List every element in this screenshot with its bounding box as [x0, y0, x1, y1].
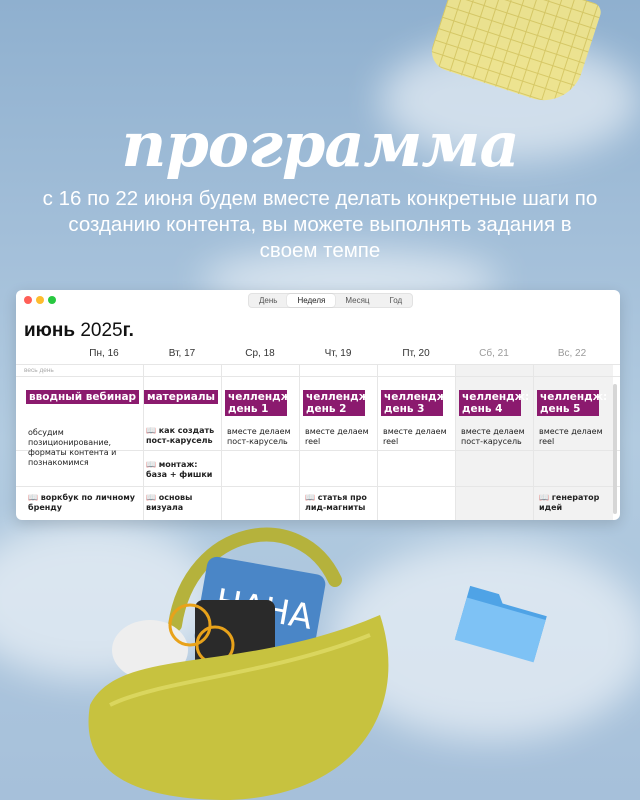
view-month-button[interactable]: Месяц [345, 296, 370, 305]
grid-line [533, 364, 534, 520]
vertical-scrollbar[interactable] [613, 384, 617, 514]
day-header-fri[interactable]: Пт, 20 [402, 348, 430, 359]
grid-line [455, 364, 456, 520]
event-text-sun-bottom[interactable]: 📖 генератор идей [539, 493, 600, 512]
folder-icon [452, 578, 552, 663]
calendar-window [16, 290, 620, 520]
day-header-mon[interactable]: Пн, 16 [89, 348, 119, 359]
event-text-thu-bottom[interactable]: 📖 статья про лид-магниты [305, 493, 367, 512]
grid-line [143, 364, 144, 520]
day-header-thu[interactable]: Чт, 19 [324, 348, 352, 359]
event-text-tue-bottom[interactable]: 📖 основы визуала [146, 493, 193, 512]
month-name: июнь [24, 320, 76, 341]
page-title: программа [121, 108, 519, 181]
day-header-wed[interactable]: Ср, 18 [245, 348, 275, 359]
window-titlebar [16, 290, 620, 310]
event-tag-intro-webinar[interactable]: вводный вебинар [26, 390, 139, 404]
view-day-button[interactable]: День [259, 296, 278, 305]
day-header-sat[interactable]: Сб, 21 [479, 348, 509, 359]
all-day-label: весь день [24, 367, 54, 374]
event-text-mon-bottom[interactable]: 📖 воркбук по личному бренду [28, 493, 136, 512]
day-header-tue[interactable]: Вт, 17 [168, 348, 196, 359]
event-tag-challenge-day-5[interactable]: челлендж: день 5 [537, 390, 599, 416]
grid-line [221, 364, 222, 520]
event-tag-challenge-day-3[interactable]: челлендж: день 3 [381, 390, 443, 416]
grid-line [16, 486, 620, 487]
year-suffix: г. [122, 320, 134, 341]
handbag-illustration [80, 505, 420, 800]
grid-line [377, 364, 378, 520]
event-text-fri[interactable]: вместе делаем reel [383, 427, 447, 446]
event-text-tue-2[interactable]: 📖 монтаж: база + фишки [146, 460, 213, 479]
event-tag-challenge-day-1[interactable]: челлендж: день 1 [225, 390, 287, 416]
maximize-window-button[interactable] [48, 296, 56, 304]
grid-line [16, 376, 620, 377]
event-tag-materials[interactable]: материалы [144, 390, 218, 404]
view-week-button[interactable]: Неделя [287, 294, 335, 307]
year: 2025 [80, 320, 123, 341]
close-window-button[interactable] [24, 296, 32, 304]
minimize-window-button[interactable] [36, 296, 44, 304]
grid-line [299, 364, 300, 520]
event-text-sun[interactable]: вместе делаем reel [539, 427, 603, 446]
event-tag-challenge-day-4[interactable]: челлендж: день 4 [459, 390, 521, 416]
event-text-mon[interactable]: обсудим позиционирование, форматы контента и познакомимся [28, 428, 117, 467]
event-tag-challenge-day-2[interactable]: челлендж: день 2 [303, 390, 365, 416]
event-text-thu[interactable]: вместе делаем reel [305, 427, 369, 446]
view-switcher [248, 293, 413, 308]
grid-line [16, 364, 620, 365]
view-year-button[interactable]: Год [389, 296, 403, 305]
page-subtitle: с 16 по 22 июня будем вместе делать конкретные шаги по созданию контента, вы можете выполнять задания в своем темпе [42, 187, 598, 262]
event-text-sat[interactable]: вместе делаем пост-карусель [461, 427, 525, 446]
day-header-sun[interactable]: Вс, 22 [557, 348, 587, 359]
event-text-tue-1[interactable]: 📖 как создать пост-карусель [146, 426, 215, 445]
event-text-wed[interactable]: вместе делаем пост-карусель [227, 427, 291, 446]
month-heading [24, 320, 134, 342]
